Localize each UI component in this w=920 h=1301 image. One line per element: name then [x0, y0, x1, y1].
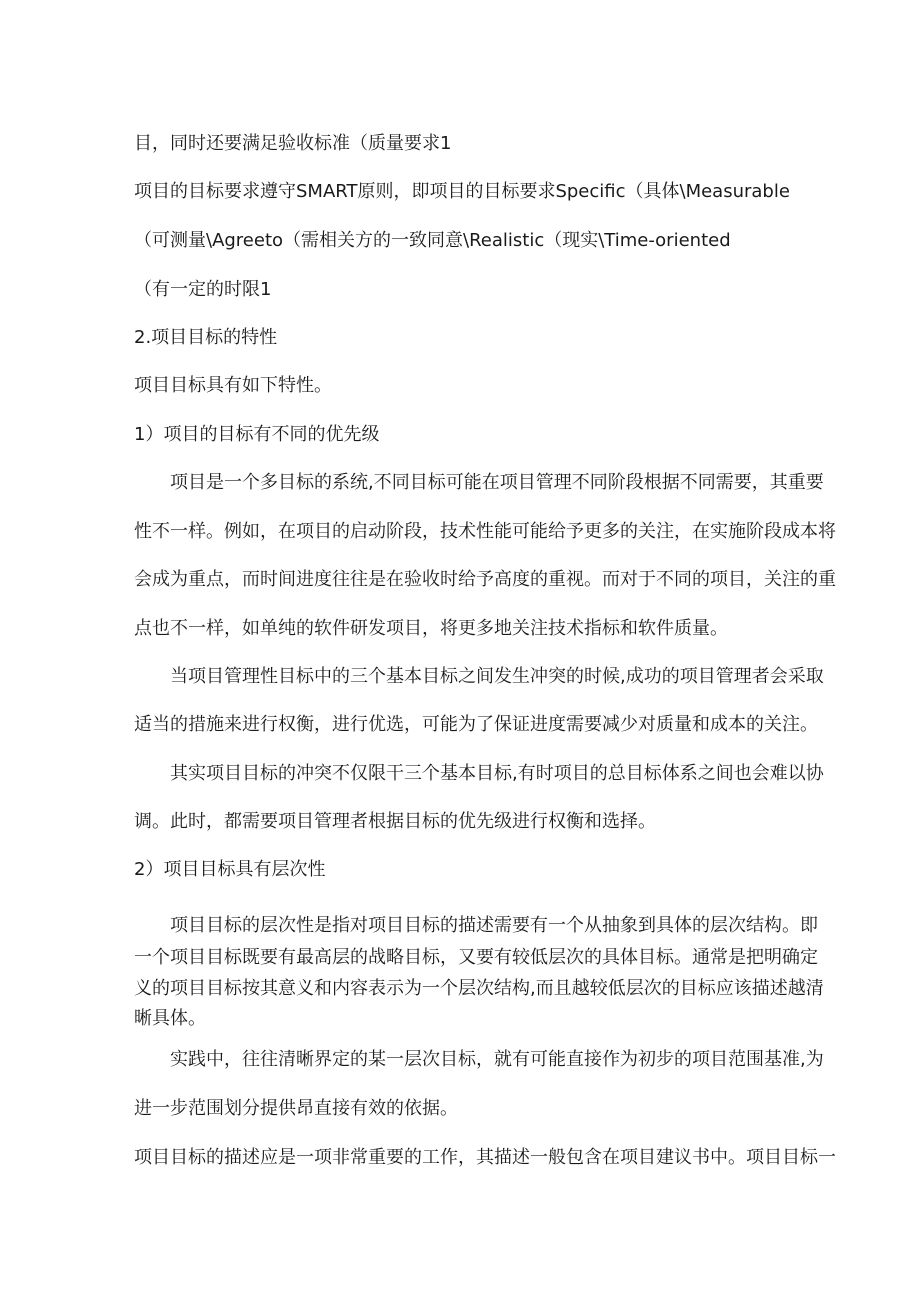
subheading-hierarchy: 2）项目目标具有层次性 — [134, 859, 326, 880]
paragraph-line: 项目是一个多目标的系统,不同目标可能在项目管理不同阶段根据不同需要，其重要 — [170, 472, 824, 493]
paragraph-line: 当项目管理性目标中的三个基本目标之间发生冲突的时候,成功的项目管理者会采取 — [170, 666, 824, 687]
paragraph-line: 进一步范围划分提供昂直接有效的依据。 — [134, 1098, 458, 1119]
text-line-time-limit: （有一定的时限1 — [134, 279, 272, 300]
paragraph-line: 一个项目目标既要有最高层的战略目标，又要有较低层次的具体目标。通常是把明确定 — [134, 947, 818, 968]
text-line-smart-principle: 项目的目标要求遵守SMART原则，即项目的目标要求Specific（具体\Measurable — [134, 181, 790, 202]
paragraph-line: 义的项目目标按其意义和内容表示为一个层次结构,而且越较低层次的目标应该描述越清 — [134, 978, 824, 999]
paragraph-line: 其实项目目标的冲突不仅限干三个基本目标,有时项目的总目标体系之间也会难以协 — [170, 763, 824, 784]
paragraph-line: 性不一样。例如，在项目的启动阶段，技术性能可能给予更多的关注，在实施阶段成本将 — [134, 521, 836, 542]
section-heading: 2.项目目标的特性 — [134, 327, 278, 348]
paragraph-line: 晰具体。 — [134, 1008, 206, 1029]
paragraph-line: 实践中，往往清晰界定的某一层次目标，就有可能直接作为初步的项目范围基准,为 — [170, 1049, 824, 1070]
paragraph-line: 项目目标的描述应是一项非常重要的工作，其描述一般包含在项目建议书中。项目目标一 — [134, 1147, 836, 1168]
paragraph-line: 点也不一样，如单纯的软件研发项目，将更多地关注技术指标和软件质量。 — [134, 618, 728, 639]
paragraph-line: 适当的措施来进行权衡，进行优选，可能为了保证进度需要减少对质量和成本的关注。 — [134, 714, 818, 735]
paragraph-line: 会成为重点，而时间进度往往是在验收时给予高度的重视。而对于不同的项目，关注的重 — [134, 569, 836, 590]
paragraph-line: 项目目标的层次性是指对项目目标的描述需要有一个从抽象到具体的层次结构。即 — [170, 915, 818, 936]
text-line-smart-criteria: （可测量\Agreeto（需相关方的一致同意\Realistic（现实\Time-oriented — [134, 230, 731, 251]
text-line-quality-requirement: 目，同时还要满足验收标准（质量要求1 — [134, 133, 452, 154]
text-line-intro: 项目目标具有如下特性。 — [134, 375, 332, 396]
paragraph-line: 调。此时，都需要项目管理者根据目标的优先级进行权衡和选择。 — [134, 811, 656, 832]
subheading-priority: 1）项目的目标有不同的优先级 — [134, 424, 380, 445]
